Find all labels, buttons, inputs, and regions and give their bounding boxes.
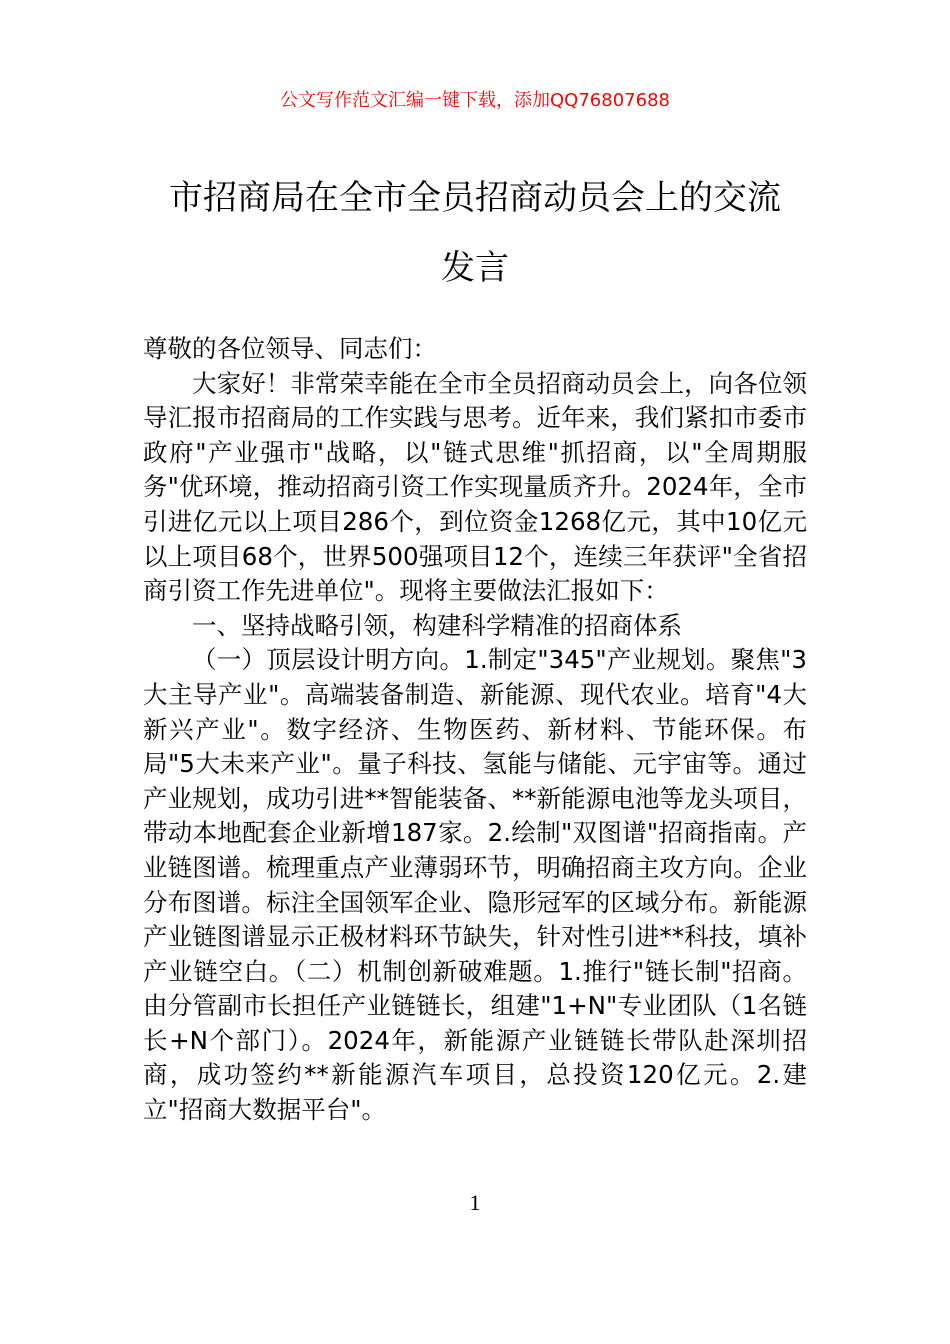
document-title-line-2: 发言 [441, 248, 509, 288]
document-body [143, 332, 807, 1128]
page-number: 1 [469, 1190, 481, 1215]
document-title-line-1: 市招商局在全市全员招商动员会上的交流 [169, 178, 781, 218]
section-heading-1: 一、坚持战略引领，构建科学精准的招商体系 [192, 610, 682, 640]
salutation: 尊敬的各位领导、同志们： [143, 334, 437, 363]
paragraph-intro: 大家好！非常荣幸能在全市全员招商动员会上，向各位领导汇报市招商局的工作实践与思考。近年来，我们紧扣市委市政府"产业强市"战略，以"链式思维"抓招商，以"全周期服务"优环境，推动招商引资工作实现量质齐升。2024年，全市引进亿元以上项目286个，到位资金1268亿元，其中10亿元以上项目68个，世界500强项目12个，连续三年获评"全省招商引资工作先进单位"。现将主要做法汇报如下： [143, 368, 807, 606]
paragraph-section-1: （一）顶层设计明方向。1.制定"345"产业规划。聚焦"3大主导产业"。高端装备制造、新能源、现代农业。培育"4大新兴产业"。数字经济、生物医药、新材料、节能环保。布局"5大未来产业"。量子科技、氢能与储能、元宇宙等。通过产业规划，成功引进**智能装备、**新能源电池等龙头项目，带动本地配套企业新增187家。2.绘制"双图谱"招商指南。产业链图谱。梳理重点产业薄弱环节，明确招商主攻方向。企业分布图谱。标注全国领军企业、隐形冠军的区域分布。新能源产业链图谱显示正极材料环节缺失，针对性引进**科技，填补产业链空白。（二）机制创新破难题。1.推行"链长制"招商。由分管副市长担任产业链链长，组建"1+N"专业团队（1名链长+N个部门）。2024年，新能源产业链链长带队赴深圳招商，成功签约**新能源汽车项目，总投资120亿元。2.建立"招商大数据平台"。 [143, 645, 807, 1125]
header-ad-text: 公文写作范文汇编一键下载，添加QQ76807688 [280, 90, 670, 111]
